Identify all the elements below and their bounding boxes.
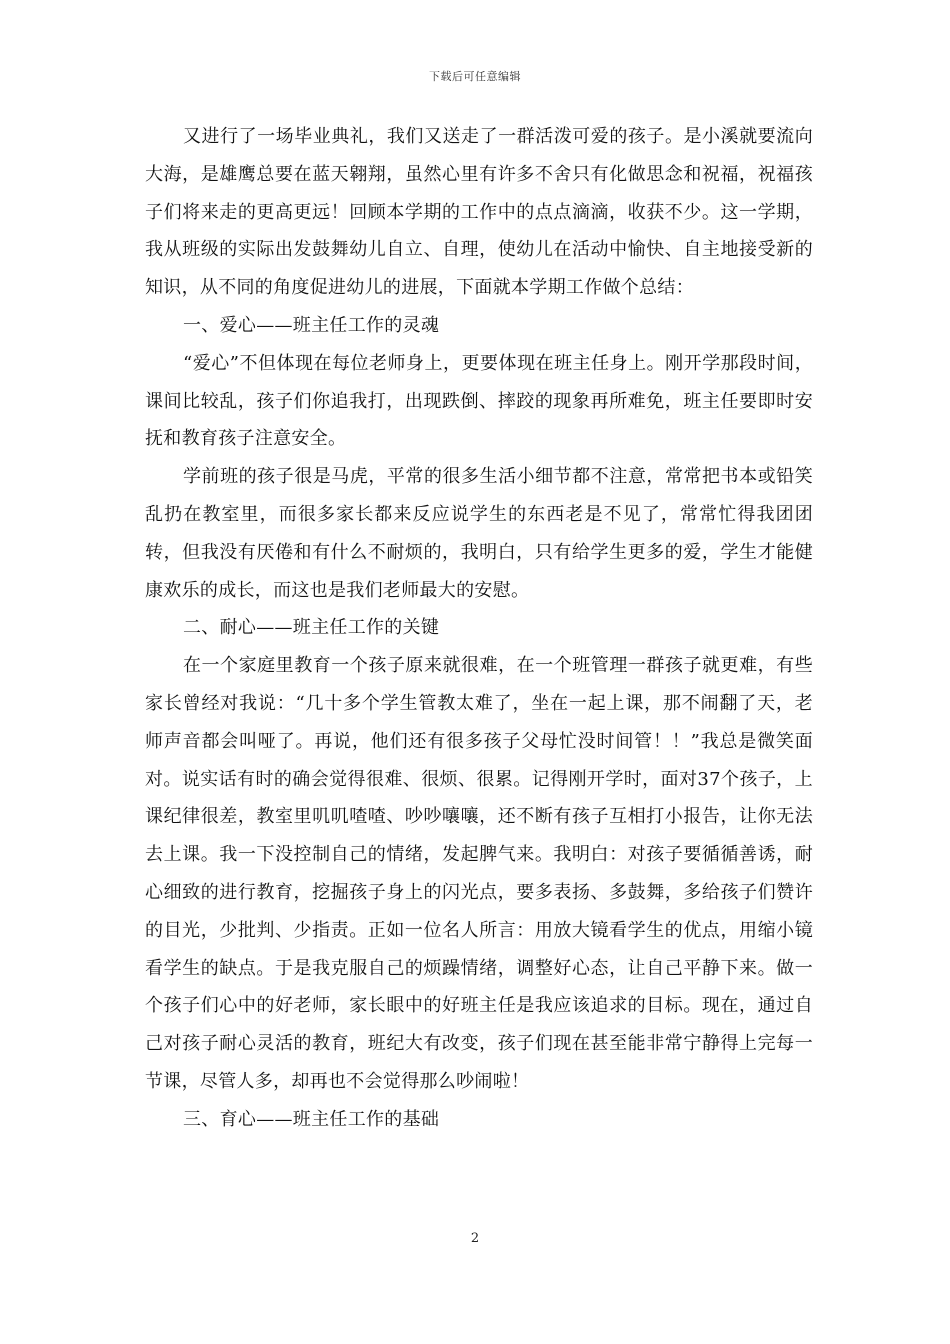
document-body [145, 118, 813, 1139]
intro-paragraph: 又进行了一场毕业典礼，我们又送走了一群活泼可爱的孩子。是小溪就要流向大海，是雄鹰总要在蓝天翱翔，虽然心里有许多不舍只有化做思念和祝福，祝福孩子们将来走的更高更远！回顾本学期的工作中的点点滴滴，收获不少。这一学期，我从班级的实际出发鼓舞幼儿自立、自理，使幼儿在活动中愉快、自主地接受新的知识，从不同的角度促进幼儿的进展，下面就本学期工作做个总结： [145, 126, 813, 299]
love-paragraph-1: “爱心”不但体现在每位老师身上，更要体现在班主任身上。刚开学那段时间，课间比较乱，孩子们你追我打，出现跌倒、摔跤的现象再所难免，班主任要即时安抚和教育孩子注意安全。 [145, 352, 813, 450]
patience-paragraph: 在一个家庭里教育一个孩子原来就很难，在一个班管理一群孩子就更难，有些家长曾经对我说：“几十多个学生管教太难了，坐在一起上课，那不闹翻了天，老师声音都会叫哑了。再说，他们还有很多孩子父母忙没时间管！！”我总是微笑面对。说实话有时的确会觉得很难、很烦、很累。记得刚开学时，面对37个孩子，上课纪律很差，教室里叽叽喳喳、吵吵嚷嚷，还不断有孩子互相打小报告，让你无法去上课。我一下没控制自己的情绪，发起脾气来。我明白：对孩子要循循善诱，耐心细致的进行教育，挖掘孩子身上的闪光点，要多表扬、多鼓舞，多给孩子们赞许的目光，少批判、少指责。正如一位名人所言：用放大镜看学生的优点，用缩小镜看学生的缺点。于是我克服自己的烦躁情绪，调整好心态，让自己平静下来。做一个孩子们心中的好老师，家长眼中的好班主任是我应该追求的目标。现在，通过自己对孩子耐心灵活的教育，班纪大有改变，孩子们现在甚至能非常宁静得上完每一节课，尽管人多，却再也不会觉得那么吵闹啦！ [145, 655, 813, 1092]
page-number: 2 [470, 1231, 480, 1246]
love-paragraph-2: 学前班的孩子很是马虎，平常的很多生活小细节都不注意，常常把书本或铅笑乱扔在教室里，而很多家长都来反应说学生的东西老是不见了，常常忙得我团团转，但我没有厌倦和有什么不耐烦的，我明白，只有给学生更多的爱，学生才能健康欢乐的成长，而这也是我们老师最大的安慰。 [145, 466, 813, 601]
section-heading-patience: 二、耐心——班主任工作的关键 [183, 617, 440, 639]
page-header: 下载后可任意编辑 [429, 70, 521, 83]
section-heading-love: 一、爱心——班主任工作的灵魂 [183, 314, 440, 336]
section-heading-nurture: 三、育心——班主任工作的基础 [183, 1108, 440, 1130]
